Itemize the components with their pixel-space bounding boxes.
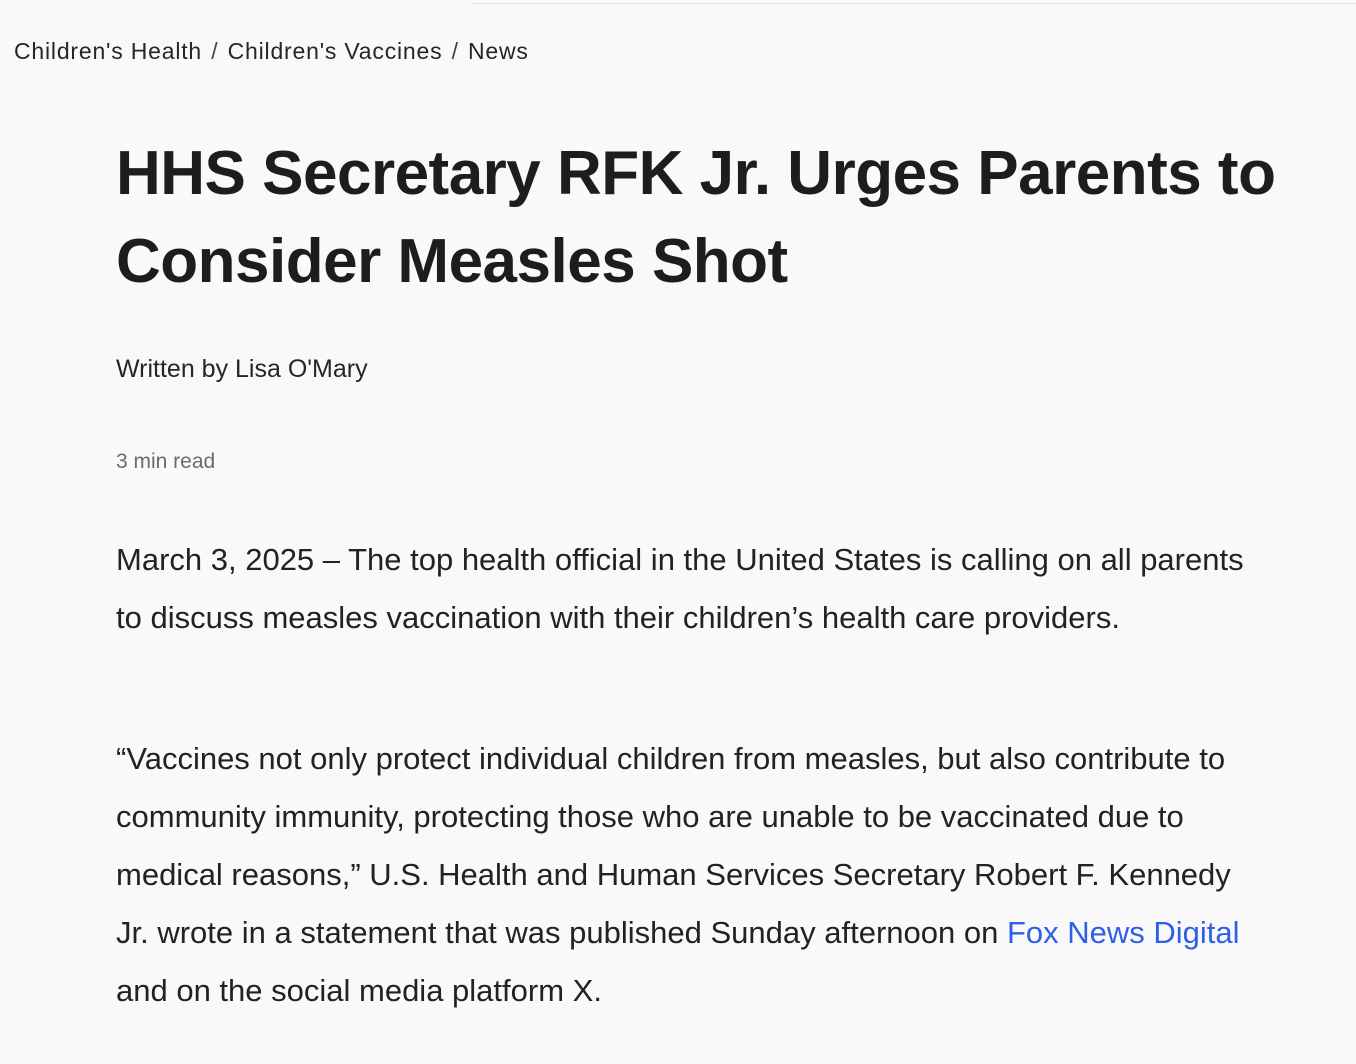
paragraph-text: and on the social media platform X.	[116, 973, 602, 1008]
breadcrumb-separator: /	[451, 38, 459, 64]
fox-news-digital-link[interactable]: Fox News Digital	[1006, 915, 1240, 950]
article-headline: HHS Secretary RFK Jr. Urges Parents to Consider Measles Shot	[116, 139, 1276, 296]
author-link[interactable]: Lisa O'Mary	[235, 355, 368, 383]
article-paragraph: March 3, 2025 – The top health official in the United States is calling on all parents to discuss measles vaccination with their children’s health care providers.	[116, 542, 1244, 635]
breadcrumb-separator: /	[211, 38, 219, 64]
breadcrumb-item-childrens-vaccines[interactable]: Children's Vaccines	[227, 38, 443, 64]
byline-prefix: Written by	[116, 355, 229, 383]
breadcrumb	[14, 38, 529, 65]
top-divider	[471, 3, 1356, 4]
read-time: 3 min read	[116, 450, 216, 473]
byline	[116, 355, 368, 384]
breadcrumb-item-childrens-health[interactable]: Children's Health	[14, 38, 203, 64]
paragraph-text: “Vaccines not only protect individual children from measles, but also contribute to community immunity, protecting those who are unable to be vaccinated due to medical reasons,” U.S. Health and Human Services Secretary Robert F. Kennedy Jr. wrote in a statement that was published Sunday afternoon on	[116, 741, 1231, 950]
article-paragraph	[116, 730, 1266, 1020]
breadcrumb-item-news[interactable]: News	[468, 38, 529, 64]
